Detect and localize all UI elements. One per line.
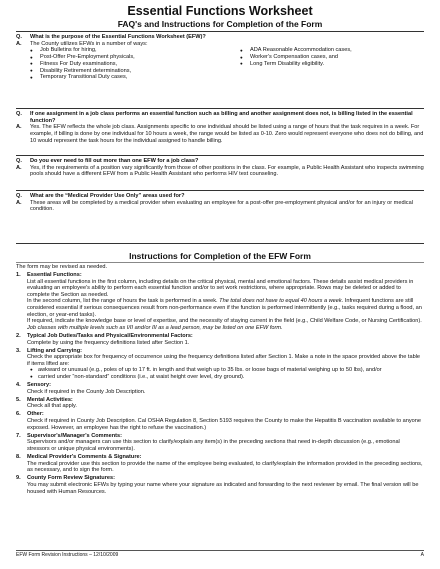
document-title: Essential Functions Worksheet bbox=[127, 4, 313, 18]
section-4-paragraph: Check if required in the County Job Description. bbox=[27, 388, 146, 395]
list-item: ● Worker's Compensation cases, and bbox=[240, 54, 420, 61]
faq-question: What is the purpose of the Essential Functions Worksheet (EFW)? bbox=[30, 34, 206, 40]
section-1-hours-paragraph: In the second column, list the range of hours the task is performed in a week. The total does not have to equal 40 hours a week. Infrequent functions are still considered essential if serious consequences result from non-performance even if the function is performed intermittently (e.g., tasks required during a flood, an election, or year-end tasks). bbox=[27, 298, 422, 318]
instructions-title: Instructions for Completion of the EFW Form bbox=[129, 251, 311, 261]
faq-divider bbox=[16, 155, 424, 156]
section-heading-9: 9. County Form Review Signatures: bbox=[16, 475, 115, 482]
faq-item-medical-provider: Q. What are the “Medical Provider Use Only” areas used for? A. These areas will be completed by a medical provider when evaluating an employee for a post-offer pre-employment physical and/or for an injury or medical condition. bbox=[16, 193, 424, 213]
section-8-paragraph: The medical provider use this section to provide the name of the employee being evaluated, to clarify/explain the information provided in the preceding sections, as necessary, and to sign the form. bbox=[27, 460, 423, 474]
section-3-paragraph: Check the appropriate box for frequency of occurrence using the frequency definitions listed after Section 1. Make a note in the space provided above the table if items lifted are: bbox=[27, 354, 421, 367]
section-6-paragraph: Check if required in County Job Description. Cal OSHA Regulation 8, Section 5193 requires the County to make the Hepatitis B vaccination available to anyone exposed. However, an employee has the right to refuse the vaccination.) bbox=[27, 418, 421, 431]
section-heading-6: 6. Other: bbox=[16, 411, 44, 418]
efw-uses-list bbox=[16, 47, 424, 81]
list-item: ● Fitness For Duty examinations, bbox=[30, 61, 210, 68]
section-9-paragraph: You may submit electronic EFWs by typing your name where your signature as indicated and forwarding to the next reviewer by email. The final version will be housed with Human Resources. bbox=[27, 481, 419, 495]
section-7-paragraph: Supervisors and/or managers can use this section to clarify/explain any item(s) in the preceding sections that need in-depth discussion (e.g., emotional stressors or unique physical environments). bbox=[27, 439, 400, 452]
section-heading-5: 5. Mental Activities: bbox=[16, 396, 73, 403]
list-item: ● awkward or unusual (e.g., poles of up to 17 ft. in length and that weigh up to 35 lbs. or loose bags of material weighing up to 50 lbs), and/or bbox=[30, 367, 382, 374]
instructions-divider bbox=[16, 262, 424, 263]
document-subtitle: FAQ's and Instructions for Completion of the Form bbox=[117, 19, 323, 29]
faq-question: Do you ever need to fill out more than one EFW for a job class? bbox=[30, 158, 199, 164]
list-item: ● Job Bulletins for hiring, bbox=[30, 47, 210, 54]
list-item: ● Temporary Transitional Duty cases, bbox=[30, 74, 210, 81]
list-item: ● Post-Offer Pre-Employment physicals, bbox=[30, 54, 210, 61]
faq-answer: Yes, if the requirements of a position vary significantly from those of other positions in the class. For example, a Public Health Assistant who inspects swimming pools should have a different EFW from a Public Health Assistant who performs HIV test counseling. bbox=[30, 164, 424, 178]
faq-item-purpose: Q. What is the purpose of the Essential Functions Worksheet (EFW)? A. The County utilizes EFWs in a number of ways: ● Job Bulletins for hiring, ● Post-Offer Pre-Employment physicals, ● Fitness For Duty examinations, ● Disability Retirement determinations, ● Temporary Transitional Duty cases, ● ADA Reasonable Accommodation cases, ● Worker's Compensation cases, and ● Long Term Disability eligibility. bbox=[16, 34, 424, 81]
faq-question: If one assignment in a job class performs an essential function such as billing and another assignment does not, is billing listed in the essential function? bbox=[30, 111, 413, 124]
section-1-levels-note: Job classes with multiple levels such as I/II and/or III as a lead person, may be listed on one EFW form. bbox=[27, 324, 283, 331]
list-item: ● carried under “non-standard” conditions (i.e., at waist height over level, dry ground). bbox=[30, 374, 245, 380]
faq-item-billing: Q. If one assignment in a job class performs an essential function such as billing and another assignment does not, is billing listed in the essential function? A. Yes. The EFW reflects the whole job class. Assignments specific to one individual should be listed using a range of hours that the task requires in a week. For example, if billing is done by one individual for 10 hours a week, the range would be listed as 0-10. Zero would represent everyone who does not do billing, and 10 would represent the task hours for the individual assigned to handle billing. bbox=[16, 111, 424, 144]
list-item: ● Disability Retirement determinations, bbox=[30, 68, 210, 75]
instructions-intro: The form may be revised as needed. bbox=[16, 264, 108, 270]
section-heading-2: 2. Typical Job Duties/Tasks and Physical/Environmental Factors: bbox=[16, 332, 193, 339]
section-2-paragraph: Complete by using the frequency definitions listed after Section 1. bbox=[27, 339, 190, 346]
footer-page-label: A bbox=[420, 552, 424, 558]
section-1-knowledge-paragraph: If required, indicate the knowledge base or level of expertise, and the necessity of staying current in the field (e.g., Child Welfare Code, or Nursing Certification). bbox=[27, 318, 422, 325]
section-heading-4: 4. Sensory: bbox=[16, 382, 51, 389]
section-divider bbox=[16, 243, 424, 244]
list-item: ● Long Term Disability eligibility. bbox=[240, 61, 420, 68]
title-divider bbox=[16, 31, 424, 32]
section-heading-3: 3. Lifting and Carrying: bbox=[16, 347, 83, 354]
section-heading-1: 1. Essential Functions: bbox=[16, 272, 82, 279]
section-1-paragraph: List all essential functions in the first column, including details on the critical physical, mental and emotional factors. These details assist medical providers in evaluating an employee's ability to perform each essential function and/or to set work restrictions, where appropriate. Rows may be deleted or added to complete the Section as needed. bbox=[27, 278, 414, 298]
section-heading-7: 7. Supervisor's/Manager's Comments: bbox=[16, 432, 122, 439]
footer-divider bbox=[16, 550, 424, 551]
faq-answer: These areas will be completed by a medical provider when evaluating an employee for a post-offer pre-employment physical and/or for an injury or medical condition. bbox=[30, 199, 413, 213]
faq-question: What are the “Medical Provider Use Only” areas used for? bbox=[30, 193, 185, 199]
section-heading-8: 8. Medical Provider's Comments & Signature: bbox=[16, 454, 142, 461]
faq-answer: Yes. The EFW reflects the whole job class. Assignments specific to one individual should be listed using a range of hours that the task requires in a week. For example, if billing is done by one individual for 10 hours a week, the range would be listed as 0-10. Zero would represent everyone who does not do billing, and 10 would represent the task hours for the individual assigned to handle billing. bbox=[30, 124, 424, 144]
faq-divider bbox=[16, 190, 424, 191]
faq-answer: The County utilizes EFWs in a number of ways: bbox=[30, 40, 148, 47]
section-5-paragraph: Check all that apply. bbox=[27, 403, 77, 410]
faq-item-multiple-efw: Q. Do you ever need to fill out more than one EFW for a job class? A. Yes, if the requirements of a position vary significantly from those of other positions in the class. For example, a Public Health Assistant who inspects swimming pools should have a different EFW from a Public Health Assistant who performs HIV test counseling. bbox=[16, 158, 424, 178]
faq-divider bbox=[16, 108, 424, 109]
footer-revision-text: EFW Form Revision Instructions – 12/10/2009 bbox=[16, 552, 119, 558]
page-footer bbox=[16, 552, 424, 558]
list-item: ● ADA Reasonable Accommodation cases, bbox=[240, 47, 420, 54]
instructions-body bbox=[16, 264, 424, 495]
